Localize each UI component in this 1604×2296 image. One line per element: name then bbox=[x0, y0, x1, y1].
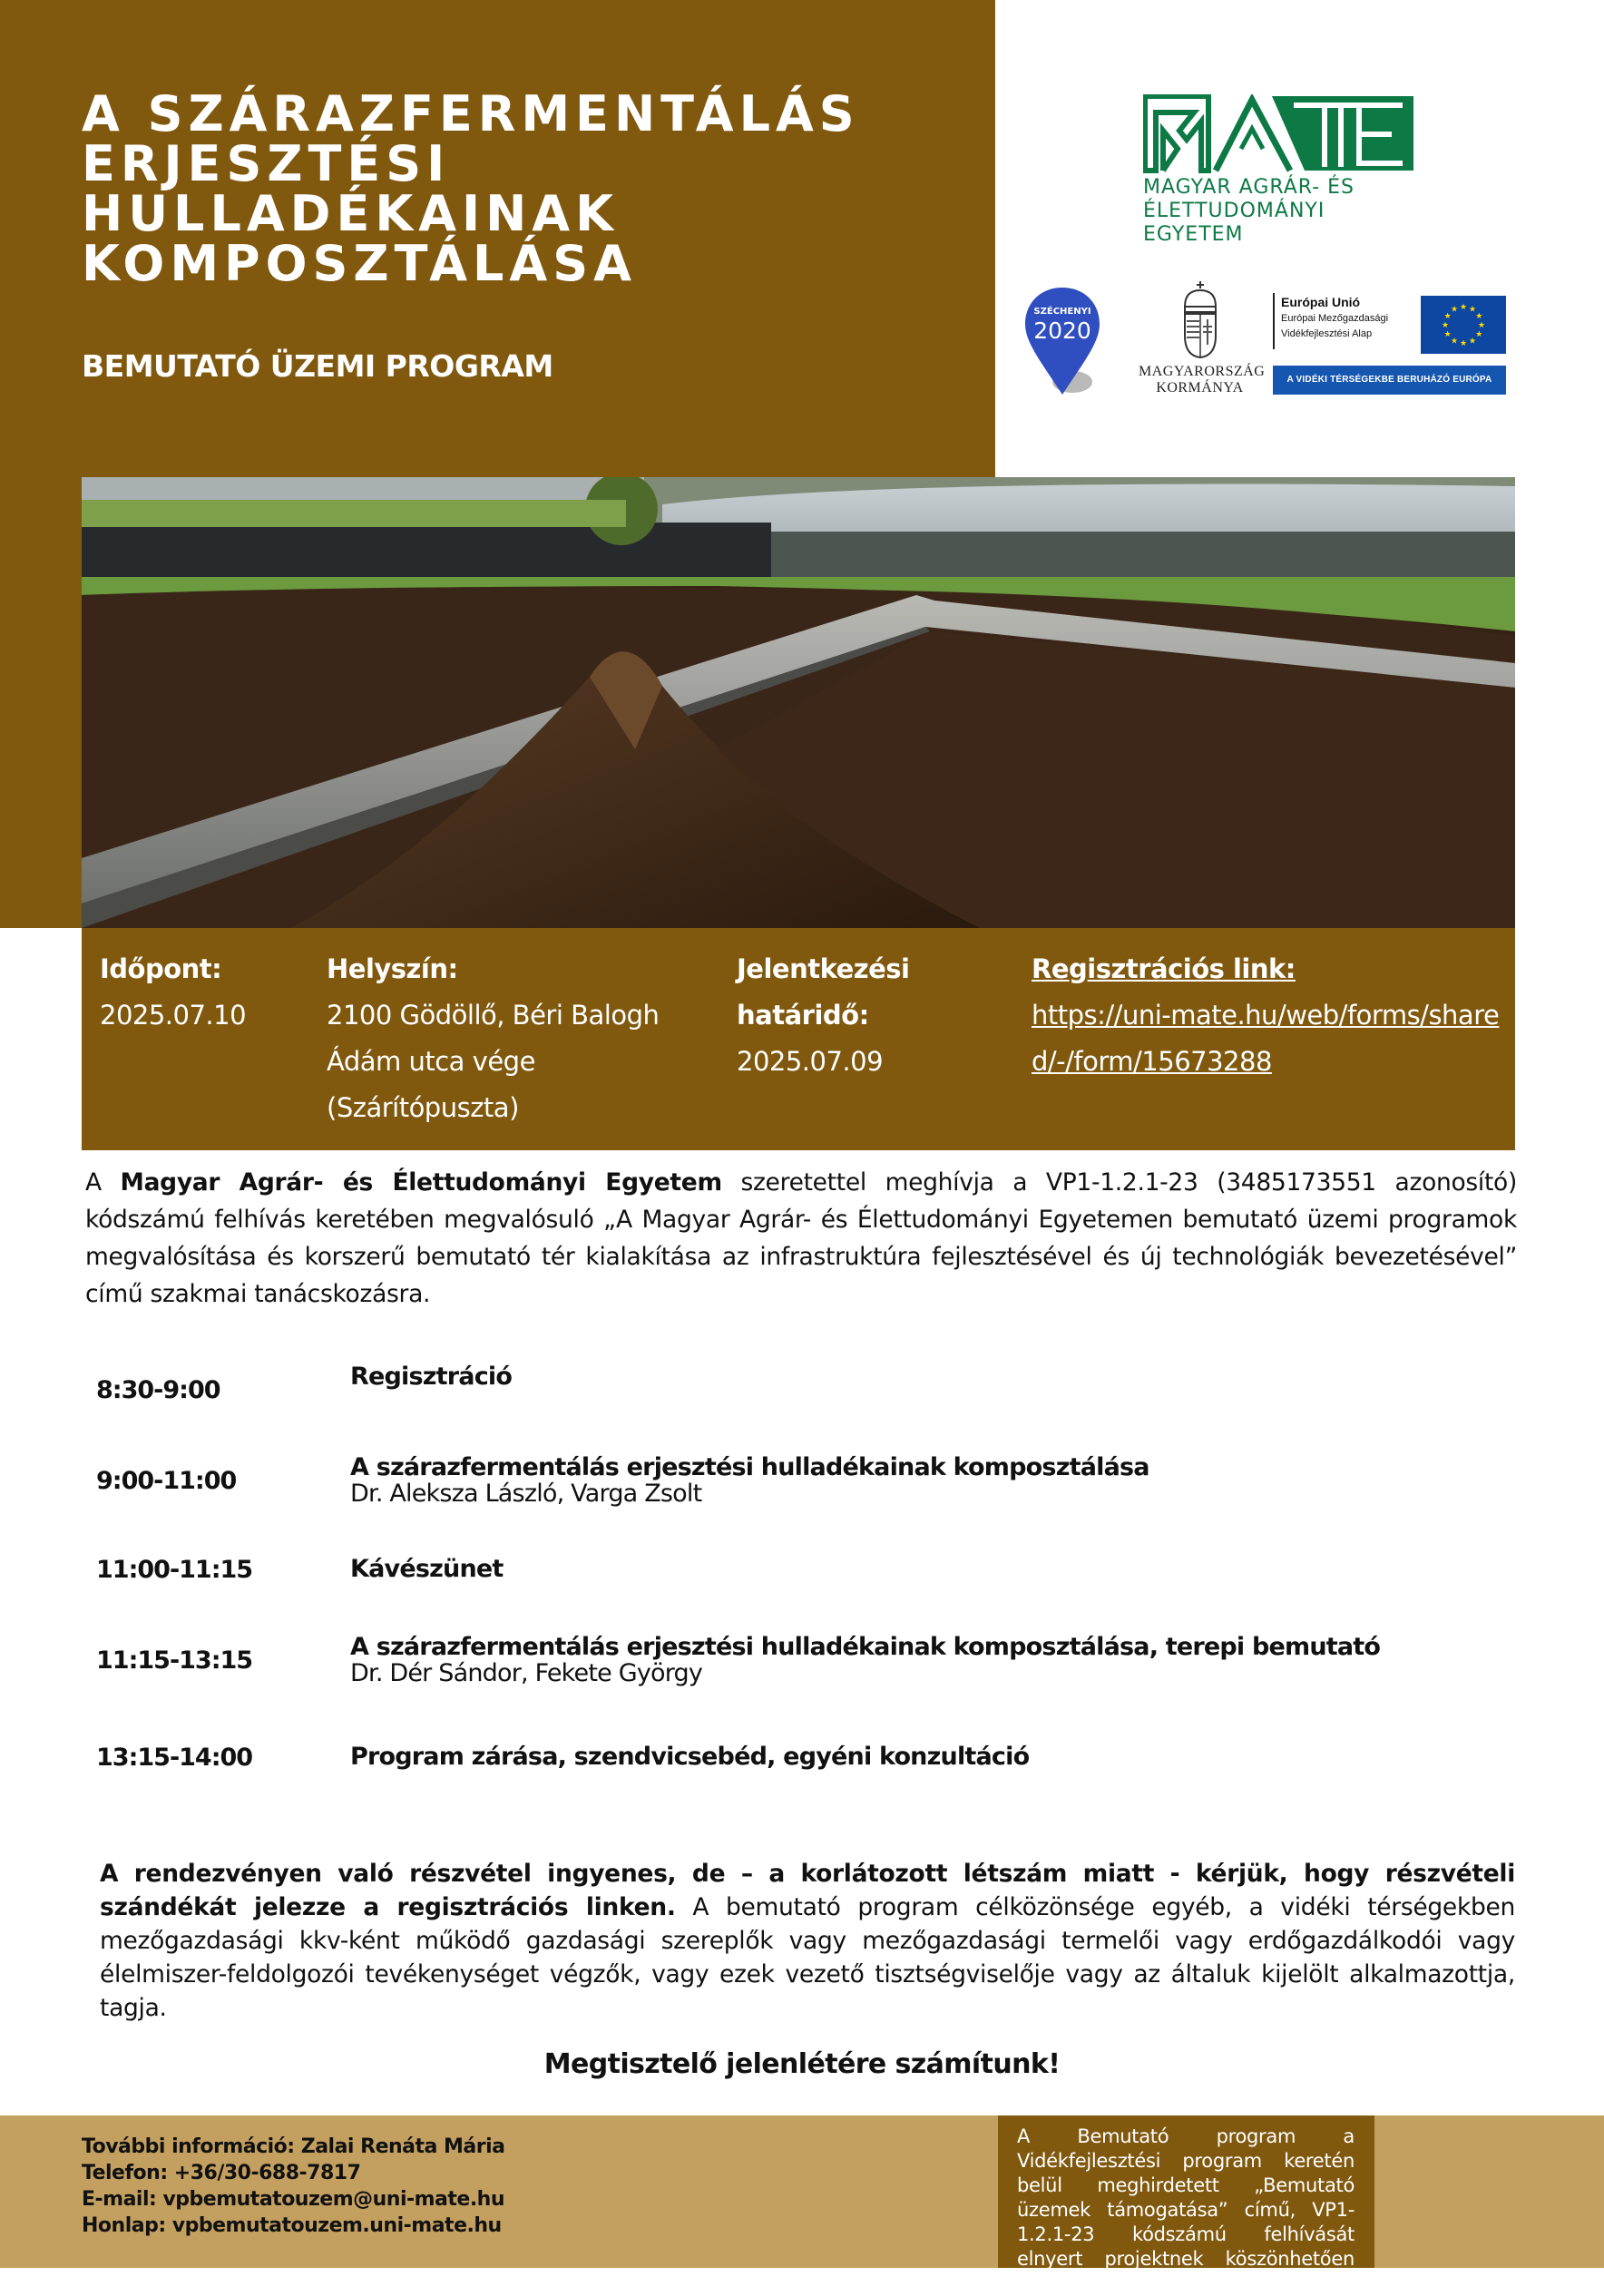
eu-line3: Vidékfejlesztési Alap bbox=[1281, 328, 1373, 339]
eu-title: Európai Unió bbox=[1281, 295, 1361, 309]
date-label: Időpont: bbox=[100, 953, 222, 984]
schedule-title: Regisztráció bbox=[350, 1363, 513, 1391]
eu-star-icon: ★ bbox=[1459, 338, 1468, 347]
svg-text:2020: 2020 bbox=[1033, 318, 1091, 344]
schedule-time: 13:15-14:00 bbox=[96, 1744, 253, 1772]
mate-name-line2: ÉLETTUDOMÁNYI EGYETEM bbox=[1143, 200, 1325, 246]
mate-logo bbox=[1143, 94, 1415, 246]
schedule-time: 8:30-9:00 bbox=[96, 1376, 220, 1404]
participation-bold: A rendezvényen való részvétel ingyenes, de – a korlátozott létszám miatt - kérjük, hogy részvételi szándékát jelezze a regisztrációs linken. bbox=[100, 1860, 1515, 1921]
contact-website[interactable]: Honlap: vpbemutatouzem.uni-mate.hu bbox=[82, 2214, 502, 2237]
eu-star-icon: ★ bbox=[1441, 320, 1450, 329]
eu-logo bbox=[1273, 293, 1506, 395]
eu-flag-icon bbox=[1421, 296, 1506, 354]
info-place bbox=[327, 946, 726, 1131]
participation-text: A bemutató program célközönsége egyéb, a vidéki térségekben mezőgazdasági kkv-ként működő gazdasági szereplők vagy mezőgazdasági termelői vagy erdőgazdálkodói vagy élelmiszer-feldolgozói tevékenységet végzők, vagy ezek vezető tisztségviselője vagy az általuk kijelölt alkalmazottja, tagja. bbox=[100, 1893, 1516, 2022]
funding-note-box bbox=[998, 2115, 1374, 2294]
closing-slogan: Megtisztelő jelenlétére számítunk! bbox=[543, 2048, 1061, 2080]
eu-star-icon: ★ bbox=[1468, 336, 1477, 346]
title-line: KOMPOSZTÁLÁSA bbox=[82, 235, 637, 292]
intro-org-name: Magyar Agrár- és Élettudományi Egyetem bbox=[120, 1168, 722, 1197]
schedule-title: A szárazfermentálás erjesztési hulladékainak komposztálása bbox=[350, 1453, 1149, 1481]
schedule-title: Kávészünet bbox=[350, 1555, 504, 1583]
schedule-speakers: Dr. Dér Sándor, Fekete György bbox=[350, 1659, 703, 1687]
eu-star-icon: ★ bbox=[1477, 320, 1486, 329]
compost-heap-photo bbox=[82, 477, 1515, 928]
event-info-bar bbox=[82, 928, 1515, 1150]
title-line: A SZÁRAZFERMENTÁLÁS bbox=[82, 85, 860, 142]
schedule-time: 11:00-11:15 bbox=[96, 1556, 253, 1584]
contact-person: További információ: Zalai Renáta Mária bbox=[82, 2135, 505, 2158]
schedule-time: 9:00-11:00 bbox=[96, 1467, 237, 1495]
hungarian-government-logo bbox=[1139, 279, 1266, 402]
eu-line2: Európai Mezőgazdasági bbox=[1281, 313, 1389, 324]
eu-text bbox=[1273, 293, 1388, 349]
place-value: 2100 Gödöllő, Béri Balogh Ádám utca vége (Szárítópuszta) bbox=[327, 1000, 660, 1123]
info-deadline bbox=[737, 946, 1009, 1085]
map-pin-icon bbox=[1022, 284, 1103, 397]
title-line: ERJESZTÉSI HULLADÉKAINAK bbox=[82, 135, 619, 242]
contact-info bbox=[82, 2134, 505, 2239]
intro-prefix: A bbox=[85, 1168, 121, 1197]
schedule-time: 11:15-13:15 bbox=[96, 1646, 253, 1675]
contact-email[interactable]: E-mail: vpbemutatouzem@uni-mate.hu bbox=[82, 2188, 505, 2211]
eu-star-icon: ★ bbox=[1475, 311, 1483, 320]
registration-link[interactable]: https://uni-mate.hu/web/forms/shared/-/form/15673288 bbox=[1032, 1000, 1500, 1077]
eu-star-icon: ★ bbox=[1443, 311, 1452, 320]
registration-link-label: Regisztrációs link: bbox=[1032, 953, 1296, 984]
deadline-value: 2025.07.09 bbox=[737, 1046, 884, 1077]
svg-text:SZÉCHENYI: SZÉCHENYI bbox=[1033, 307, 1091, 317]
eu-star-icon: ★ bbox=[1459, 302, 1468, 311]
date-value: 2025.07.10 bbox=[100, 1000, 247, 1031]
info-date bbox=[100, 946, 308, 1039]
eu-banner: A VIDÉKI TÉRSÉGEKBE BERUHÁZÓ EURÓPA bbox=[1273, 366, 1506, 395]
eu-star-icon: ★ bbox=[1468, 304, 1477, 314]
eu-star-icon: ★ bbox=[1450, 336, 1459, 346]
schedule-title: A szárazfermentálás erjesztési hulladékainak komposztálása, terepi bemutató bbox=[350, 1633, 1381, 1661]
place-label: Helyszín: bbox=[327, 953, 458, 984]
eu-star-icon: ★ bbox=[1443, 329, 1452, 338]
info-registration bbox=[1032, 946, 1512, 1085]
eu-star-icon: ★ bbox=[1450, 304, 1459, 314]
schedule-speakers: Dr. Aleksza László, Varga Zsolt bbox=[350, 1480, 702, 1508]
subtitle: BEMUTATÓ ÜZEMI PROGRAM bbox=[82, 348, 553, 384]
intro-paragraph bbox=[85, 1164, 1517, 1313]
schedule-title: Program zárása, szendvicsebéd, egyéni konzultáció bbox=[350, 1743, 1030, 1771]
funding-note: A Bemutató program a Vidékfejlesztési program keretén belül meghirdetett „Bemutató üzemek támogatása” című, VP1-1.2.1-23 kódszámú felhívását elnyert projektnek köszönhetően valósul meg. bbox=[1017, 2125, 1355, 2294]
mate-name-line1: MAGYAR AGRÁR- ÉS bbox=[1143, 176, 1355, 199]
kormany-line1: MAGYARORSZÁG bbox=[1139, 364, 1266, 379]
page-title bbox=[82, 85, 989, 292]
contact-phone: Telefon: +36/30-688-7817 bbox=[82, 2162, 361, 2184]
kormany-line2: KORMÁNYA bbox=[1156, 380, 1244, 396]
footer bbox=[0, 2115, 1604, 2294]
eu-star-icon: ★ bbox=[1475, 329, 1483, 338]
intro-text: szeretettel meghívja a VP1-1.2.1-23 (3485173551 azonosító) kódszámú felhívás keretében megvalósuló „A Magyar Agrár- és Élettudományi Egyetemen bemutató üzemi programok megvalósítása és korszerű bemutató tér kialakítása az infrastruktúra fejlesztésével és új technológiák bevezetésével” című szakmai tanácskozásra. bbox=[85, 1168, 1518, 1308]
mate-wordmark-icon bbox=[1143, 94, 1415, 176]
coat-of-arms-icon bbox=[1178, 279, 1223, 359]
participation-paragraph bbox=[100, 1857, 1515, 2025]
szechenyi-2020-logo bbox=[1022, 284, 1103, 397]
deadline-label: Jelentkezési határidő: bbox=[737, 953, 910, 1031]
